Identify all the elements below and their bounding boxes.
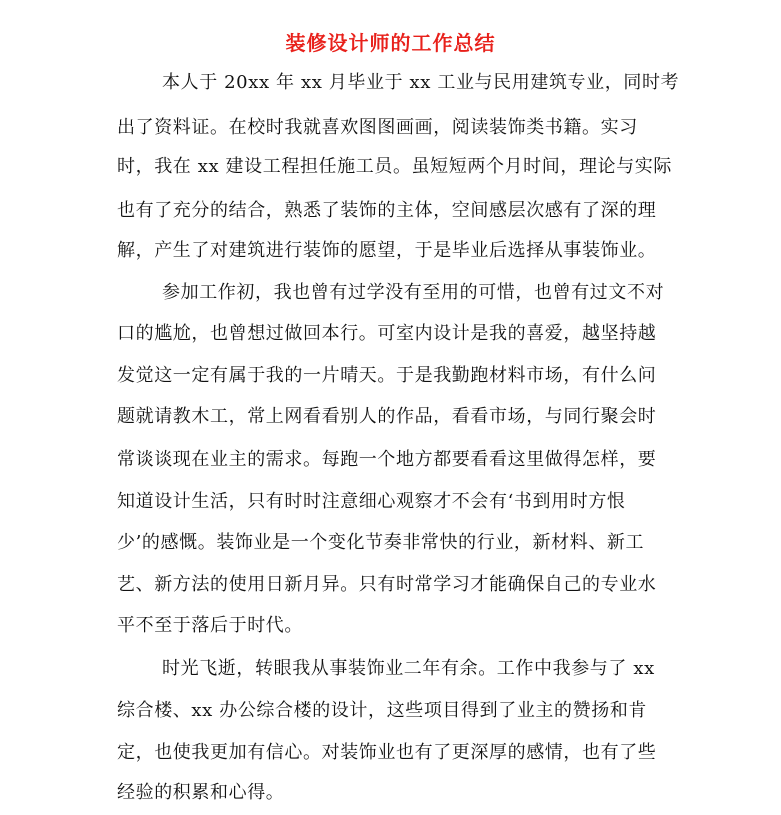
paragraph-line: 参加工作初，我也曾有过学没有至用的可惜，也曾有过文不对	[162, 282, 665, 303]
paragraph-line: 知道设计生活，只有时时注意细心观察才不会有‘书到用时方恨	[117, 491, 626, 512]
paragraph-line: 发觉这一定有属于我的一片晴天。于是我勤跑材料市场，有什么问	[117, 365, 657, 386]
paragraph-line: 题就请教木工，常上网看看别人的作品，看看市场，与同行聚会时	[117, 406, 657, 427]
paragraph-line: 出了资料证。在校时我就喜欢图图画画，阅读装饰类书籍。实习	[117, 117, 638, 138]
paragraph-line: 少’的感慨。装饰业是一个变化节奏非常快的行业，新材料、新工	[117, 532, 645, 553]
paragraph-line: 时，我在 xx 建设工程担任施工员。虽短短两个月时间，理论与实际	[117, 156, 672, 177]
paragraph-line: 定，也使我更加有信心。对装饰业也有了更深厚的感情，也有了些	[117, 742, 657, 763]
paragraph-line: 本人于 20xx 年 xx 月毕业于 xx 工业与民用建筑专业，同时考	[162, 72, 680, 93]
paragraph-line: 平不至于落后于时代。	[117, 615, 303, 636]
paragraph-line: 口的尴尬，也曾想过做回本行。可室内设计是我的喜爱，越坚持越	[117, 323, 657, 344]
paragraph-line: 综合楼、xx 办公综合楼的设计，这些项目得到了业主的赞扬和肯	[117, 700, 648, 721]
paragraph-line: 经验的积累和心得。	[117, 782, 285, 803]
paragraph-line: 解，产生了对建筑进行装饰的愿望，于是毕业后选择从事装饰业。	[117, 240, 657, 261]
paragraph-line: 时光飞逝，转眼我从事装饰业二年有余。工作中我参与了 xx	[162, 658, 655, 679]
document-title: 装修设计师的工作总结	[285, 31, 496, 55]
paragraph-line: 常谈谈现在业主的需求。每跑一个地方都要看看这里做得怎样，要	[117, 449, 657, 470]
paragraph-line: 艺、新方法的使用日新月异。只有时常学习才能确保自己的专业水	[117, 574, 657, 595]
paragraph-line: 也有了充分的结合，熟悉了装饰的主体，空间感层次感有了深的理	[117, 200, 657, 221]
